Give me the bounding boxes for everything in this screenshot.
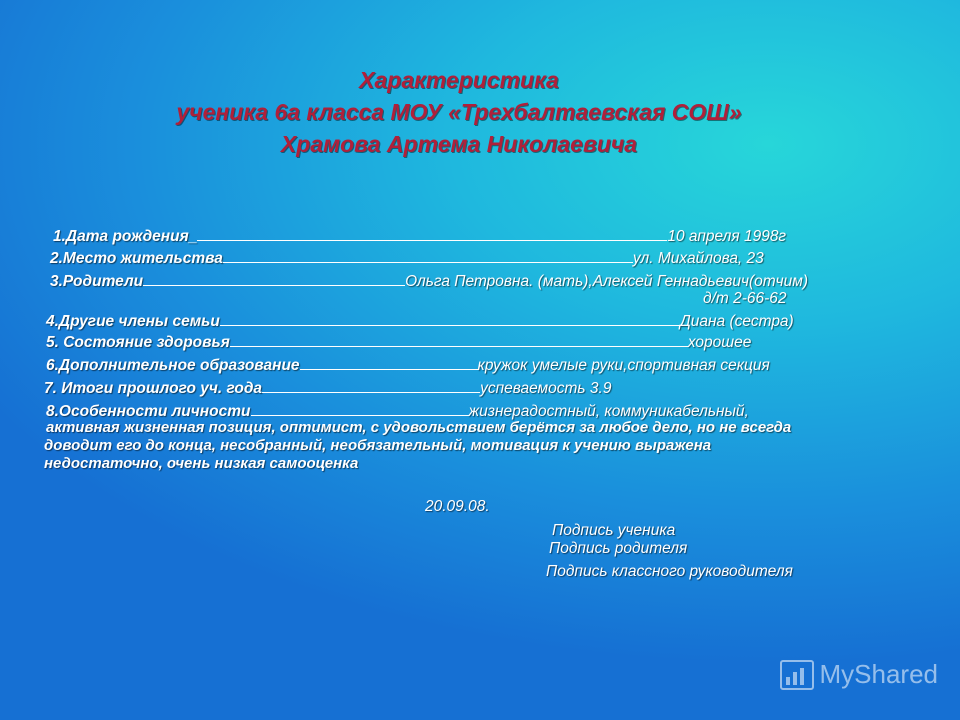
- title-line-2: ученика 6а класса МОУ «Трехбалтаевская СОШ»: [176, 99, 742, 125]
- fill-line: [197, 226, 667, 241]
- parents-phone: д/т 2-66-62: [703, 290, 787, 307]
- fill-line: [251, 401, 469, 416]
- fill-line: [143, 271, 405, 286]
- field-label: 4.Другие члены семьи: [46, 313, 220, 330]
- personality-text-3: недостаточно, очень низкая самооценка: [44, 455, 359, 472]
- field-value: 10 апреля 1998г: [667, 228, 787, 245]
- signature-parent: Подпись родителя: [549, 540, 688, 557]
- field-label: 8.Особенности личности: [46, 403, 251, 420]
- fill-line: [300, 355, 478, 370]
- field-family: [46, 311, 794, 331]
- field-results: [44, 378, 611, 398]
- fill-line: [262, 378, 480, 393]
- field-value: успеваемость 3.9: [480, 380, 612, 397]
- fill-line: [230, 332, 688, 347]
- field-label: 7. Итоги прошлого уч. года: [44, 380, 263, 397]
- title-line-1: Характеристика: [359, 67, 559, 93]
- field-label: 1.Дата рождения_: [53, 228, 198, 245]
- field-education: [46, 355, 770, 375]
- signature-teacher: Подпись классного руководителя: [546, 563, 793, 580]
- field-label: 3.Родители: [50, 273, 144, 290]
- chart-icon: [780, 660, 814, 690]
- field-label: 2.Место жительства: [50, 250, 223, 267]
- field-personality: [46, 401, 749, 421]
- field-value: Диана (сестра): [679, 313, 794, 330]
- signature-student: Подпись ученика: [552, 522, 676, 539]
- fill-line: [220, 311, 680, 326]
- personality-text-1: активная жизненная позиция, оптимист, с удовольствием берётся за любое дело, но не всегда: [46, 419, 792, 436]
- field-value: ул. Михайлова, 23: [632, 250, 764, 267]
- personality-text-2: доводит его до конца, несобранный, необязательный, мотивация к учению выражена: [44, 437, 712, 454]
- watermark-text: MyShared: [819, 659, 938, 689]
- document-title: [0, 64, 918, 160]
- title-line-3: Храмова Артема Николаевича: [280, 131, 638, 157]
- field-label: 5. Состояние здоровья: [46, 334, 230, 351]
- field-residence: [50, 248, 764, 268]
- field-value: Ольга Петровна. (мать),Алексей Геннадьевич(отчим): [405, 273, 809, 290]
- fill-line: [223, 248, 633, 263]
- field-health: [46, 332, 751, 352]
- document-date: 20.09.08.: [425, 498, 490, 515]
- field-parents: [50, 271, 808, 291]
- field-birth-date: [53, 226, 786, 246]
- field-value: хорошее: [687, 334, 752, 351]
- field-label: 6.Дополнительное образование: [46, 357, 300, 374]
- field-value: кружок умелые руки,спортивная секция: [477, 357, 770, 374]
- watermark: [780, 659, 939, 690]
- field-value: жизнерадостный, коммуникабельный,: [468, 403, 749, 420]
